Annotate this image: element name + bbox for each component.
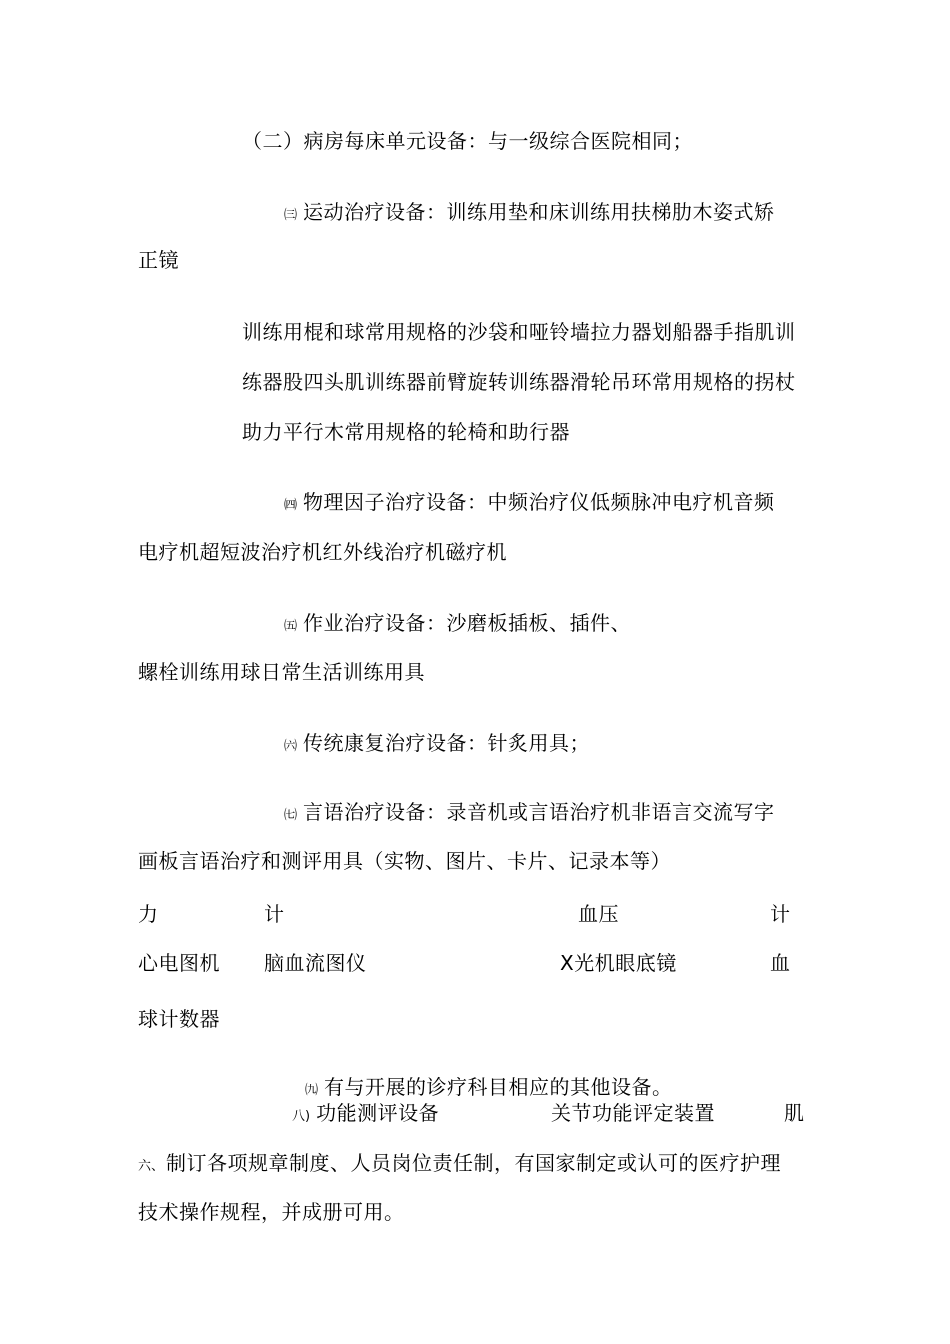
table-row-2-cell-3: X光机眼底镜 [560,951,677,975]
item-9-line [305,1075,673,1103]
table-row-1-cell-4: 计 [770,902,791,926]
item-5-line-1 [284,611,631,639]
item-5-marker: ㈤ [284,619,298,634]
equipment-list-line-2: 练器股四头肌训练器前臂旋转训练器滑轮吊环常用规格的拐杖 [242,370,796,394]
item-8-mid: 关节功能评定装置 [551,1101,715,1125]
item-3-text: 运动治疗设备：训练用垫和床训练用扶梯肋木姿式矫 [303,200,775,224]
item-6-marker: ㈥ [284,739,298,754]
item-3-line-2: 正镜 [138,248,179,272]
section-6-text: 制订各项规章制度、人员岗位责任制，有国家制定或认可的医疗护理 [166,1151,782,1175]
table-row-1-cell-2: 计 [264,902,285,926]
item-5-line-2: 螺栓训练用球日常生活训练用具 [138,660,425,684]
item-7-text: 言语治疗设备：录音机或言语治疗机非语言交流写字 [303,800,775,824]
table-row-1-cell-1: 力 [138,902,159,926]
item-4-line-1 [284,490,775,518]
equipment-list-line-3: 助力平行木常用规格的轮椅和助行器 [242,420,570,444]
item-2-line: （二）病房每床单元设备：与一级综合医院相同； [242,129,693,153]
item-9-text: 有与开展的诊疗科目相应的其他设备。 [324,1075,673,1099]
item-3-marker: ㈢ [284,208,298,223]
item-8-marker: 八) [292,1109,311,1124]
item-8-line [292,1101,439,1129]
equipment-list-line-1: 训练用棍和球常用规格的沙袋和哑铃墙拉力器划船器手指肌训 [242,320,796,344]
item-4-line-2: 电疗机超短波治疗机红外线治疗机磁疗机 [138,540,507,564]
item-4-marker: ㈣ [284,498,298,513]
item-5-text: 作业治疗设备：沙磨板插板、插件、 [303,611,632,635]
table-row-2-cell-1: 心电图机 [138,951,220,975]
item-6-text: 传统康复治疗设备：针炙用具； [303,731,591,755]
item-4-text: 物理因子治疗设备：中频治疗仪低频脉冲电疗机音频 [303,490,775,514]
table-row-1-cell-3: 血压 [578,902,619,926]
table-row-3-cell-1: 球计数器 [138,1007,220,1031]
item-6-line [284,731,590,759]
item-9-marker: ㈨ [305,1083,319,1098]
section-6-marker: 六、 [138,1159,165,1174]
item-8-end: 肌 [784,1101,805,1125]
section-6-line-2: 技术操作规程，并成册可用。 [138,1200,405,1224]
item-8-text: 功能测评设备 [316,1101,440,1125]
section-6-line-1 [138,1151,781,1179]
item-7-marker: ㈦ [284,808,298,823]
table-row-2-cell-4: 血 [770,951,791,975]
item-3-line-1 [284,200,775,228]
item-7-line-2: 画板言语治疗和测评用具（实物、图片、卡片、记录本等） [138,849,671,873]
item-7-line-1 [284,800,775,828]
table-row-2-cell-2: 脑血流图仪 [264,951,367,975]
